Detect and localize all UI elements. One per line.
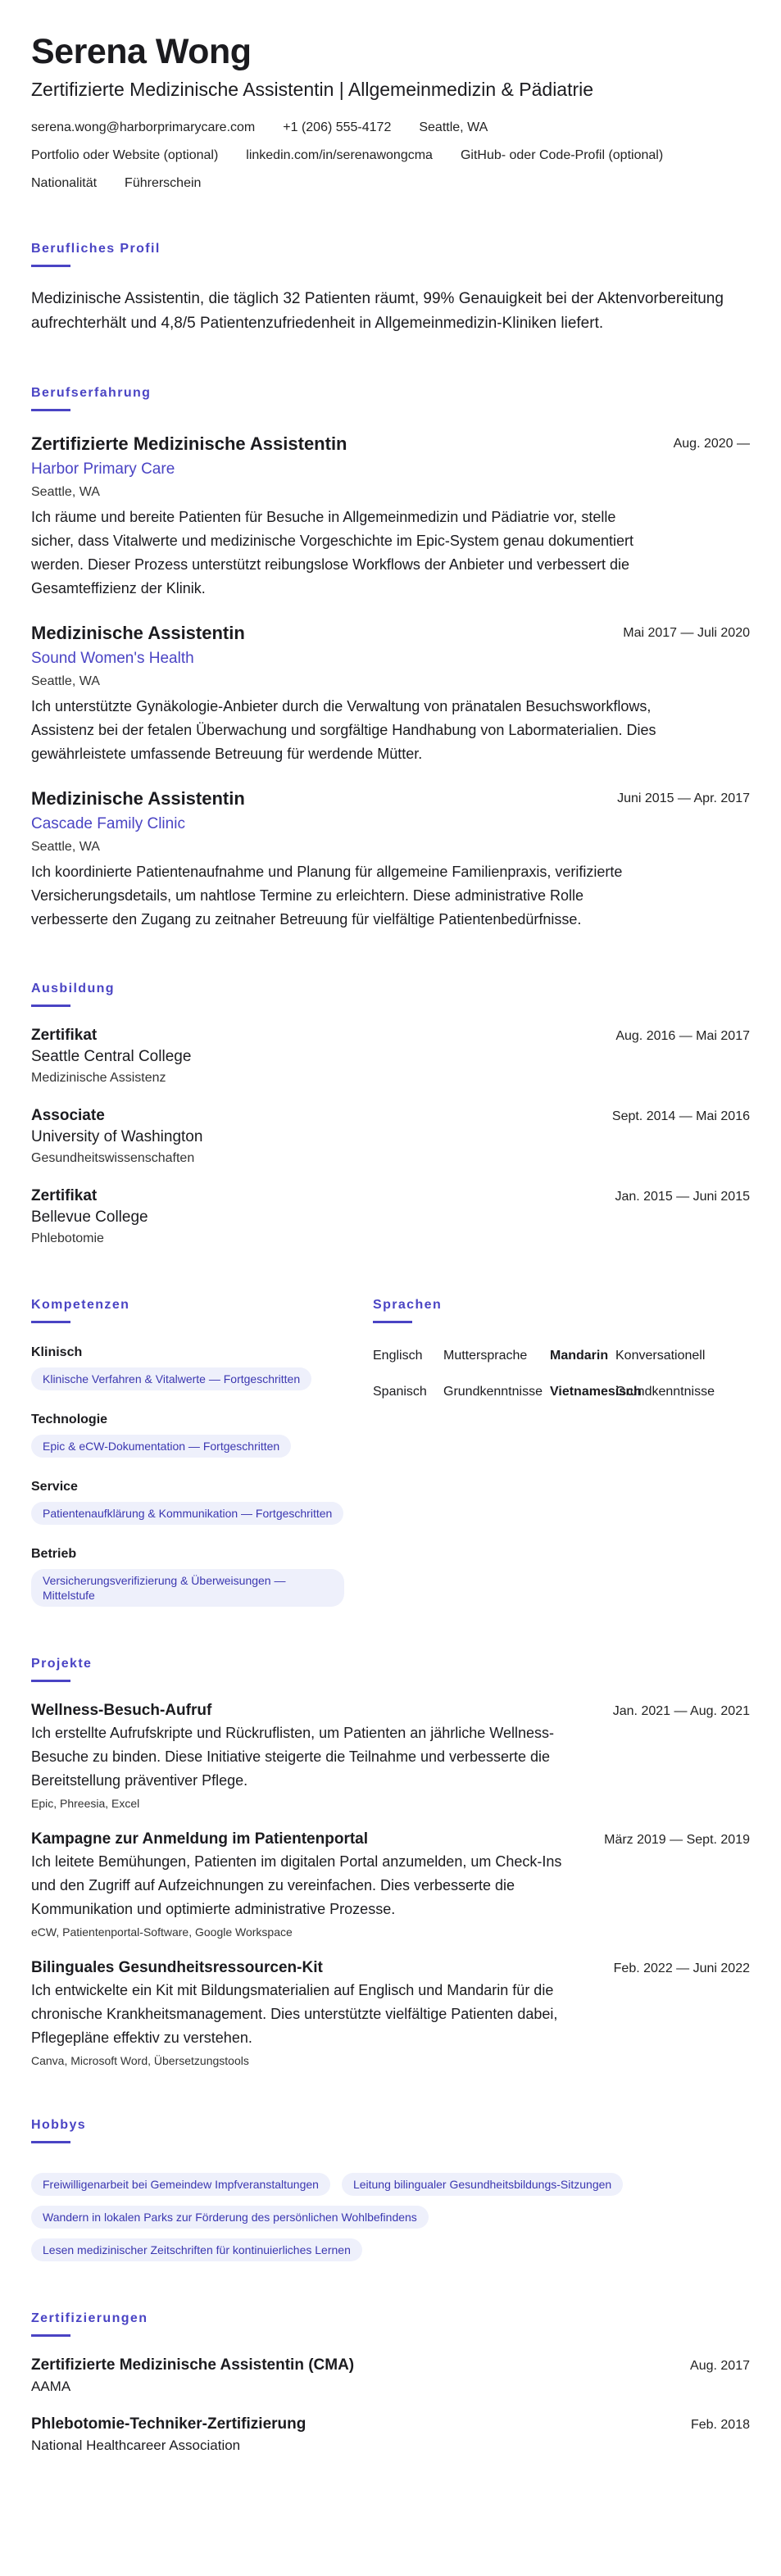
section-title: Kompetenzen <box>31 1298 130 1312</box>
project-entry <box>31 1957 750 2068</box>
job-location: Seattle, WA <box>31 674 100 688</box>
personal-details-row <box>31 175 750 192</box>
project-tech: Canva, Microsoft Word, Übersetzungstools <box>31 2054 249 2067</box>
certification-title: Phlebotomie-Techniker-Zertifizierung <box>31 2415 306 2433</box>
project-date: Feb. 2022 — Juni 2022 <box>613 1961 750 1975</box>
language-level: Grundkenntnisse <box>443 1385 543 1399</box>
hobby-pill: Wandern in lokalen Parks zur Förderung des persönlichen Wohlbefindens <box>31 2206 429 2229</box>
candidate-name: Serena Wong <box>31 32 252 71</box>
contact-row <box>31 120 750 136</box>
hobby-pill: Lesen medizinischer Zeitschriften für kontinuierliches Lernen <box>31 2238 362 2261</box>
job-company: Harbor Primary Care <box>31 460 175 478</box>
certification-entry <box>31 2414 750 2455</box>
education-entry <box>31 1105 750 1168</box>
section-divider <box>31 2334 70 2337</box>
education-date: Aug. 2016 — Mai 2017 <box>615 1029 750 1043</box>
job-date: Juni 2015 — Apr. 2017 <box>617 791 750 805</box>
project-entry <box>31 1700 750 1811</box>
languages-section <box>373 1297 750 1607</box>
language-name: Spanisch <box>373 1385 427 1399</box>
language-level: Grundkenntnisse <box>615 1385 715 1399</box>
job-description: Ich räume und bereite Patienten für Besuche in Allgemeinmedizin und Pädiatrie vor, stelle sicher, dass Vitalwerte und medizinische Vorgeschichte im Epic-System genau dokumentiert werden. Dieser Prozess unterstützt reibungslose Workflows der Anbieter und verbessert die Gesamteffizienz der Klinik. <box>31 509 634 596</box>
skill-category: Service <box>31 1480 78 1494</box>
education-date: Jan. 2015 — Juni 2015 <box>615 1190 750 1204</box>
profile-section <box>31 241 750 336</box>
skill-category: Technologie <box>31 1413 108 1426</box>
job-entry <box>31 622 750 766</box>
language-level: Konversationell <box>615 1349 706 1363</box>
certification-issuer: AAMA <box>31 2379 71 2394</box>
projects-section <box>31 1656 750 2068</box>
project-tech: eCW, Patientenportal-Software, Google Workspace <box>31 1925 293 1939</box>
job-location: Seattle, WA <box>31 840 100 854</box>
skill-group <box>31 1479 344 1525</box>
skill-pill: Klinische Verfahren & Vitalwerte — Fortgeschritten <box>31 1367 311 1390</box>
hobby-pill: Freiwilligenarbeit bei Gemeindew Impfveranstaltungen <box>31 2173 330 2196</box>
education-degree: Associate <box>31 1107 105 1124</box>
skill-group <box>31 1412 344 1458</box>
section-title: Sprachen <box>373 1298 443 1312</box>
portfolio-link[interactable]: Portfolio oder Website (optional) <box>31 148 219 162</box>
section-divider <box>31 1005 70 1007</box>
section-divider <box>373 1321 412 1323</box>
education-degree: Zertifikat <box>31 1027 98 1044</box>
education-field: Medizinische Assistenz <box>31 1071 166 1085</box>
project-tech: Epic, Phreesia, Excel <box>31 1797 140 1810</box>
github-link[interactable]: GitHub- oder Code-Profil (optional) <box>460 148 664 162</box>
certification-date: Feb. 2018 <box>690 2418 750 2432</box>
certifications-section <box>31 2311 750 2455</box>
education-section <box>31 981 750 1248</box>
education-date: Sept. 2014 — Mai 2016 <box>611 1109 750 1123</box>
education-school: University of Washington <box>31 1128 203 1145</box>
skill-group <box>31 1345 344 1390</box>
section-title: Zertifizierungen <box>31 2311 148 2325</box>
languages-list <box>373 1348 750 1400</box>
section-title: Berufserfahrung <box>31 386 152 400</box>
linkedin-link[interactable]: linkedin.com/in/serenawongcma <box>246 148 433 162</box>
hobbies-list <box>31 2163 736 2261</box>
experience-section <box>31 385 750 932</box>
phone-number[interactable]: +1 (206) 555-4172 <box>283 120 392 134</box>
project-entry <box>31 1829 750 1939</box>
section-divider <box>31 1680 70 1682</box>
skill-pill: Epic & eCW-Dokumentation — Fortgeschritten <box>31 1435 291 1458</box>
project-date: März 2019 — Sept. 2019 <box>604 1833 750 1847</box>
certification-date: Aug. 2017 <box>690 2359 750 2373</box>
profile-summary: Medizinische Assistentin, die täglich 32 Patienten räumt, 99% Genauigkeit bei der Aktenvorbereitung aufrechterhält und 4,8/5 Patientenzufriedenheit in Allgemeinmedizin-Kliniken liefert. <box>31 290 724 332</box>
job-description: Ich koordinierte Patientenaufnahme und Planung für allgemeine Familienpraxis, verifizierte Versicherungsdetails, um nahtlose Termine zu erleichtern. Diese administrative Rolle verbesserte den Zugang zu zeitnaher Betreuung für vielfältige Patientenbedürfnisse. <box>31 864 623 927</box>
job-date: Mai 2017 — Juli 2020 <box>623 626 750 640</box>
certification-issuer: National Healthcareer Association <box>31 2438 241 2453</box>
project-title: Wellness-Besuch-Aufruf <box>31 1702 212 1719</box>
project-description: Ich entwickelte ein Kit mit Bildungsmaterialien auf Englisch und Mandarin für die chronische Krankheitsmanagement. Dies unterstützte vielfältige Patienten dabei, Pflegepläne effektiv zu verstehen. <box>31 1982 558 2046</box>
certification-title: Zertifizierte Medizinische Assistentin (CMA) <box>31 2356 355 2374</box>
skill-category: Betrieb <box>31 1547 77 1561</box>
certification-entry <box>31 2355 750 2396</box>
language-name: Englisch <box>373 1349 423 1363</box>
location-text: Seattle, WA <box>419 120 488 134</box>
education-school: Seattle Central College <box>31 1048 192 1065</box>
education-entry <box>31 1025 750 1087</box>
job-entry <box>31 433 750 601</box>
project-description: Ich leitete Bemühungen, Patienten im digitalen Portal anzumelden, um Check-Ins und den Zugriff auf Aufzeichnungen zu vereinfachen. Dies verbesserte die Kommunikation und optimierte administrative Prozesse. <box>31 1853 562 1917</box>
job-title: Zertifizierte Medizinische Assistentin <box>31 433 347 454</box>
job-date: Aug. 2020 — <box>673 437 750 451</box>
section-divider <box>31 2141 70 2143</box>
skill-pill: Versicherungsverifizierung & Überweisungen — Mittelstufe <box>31 1569 344 1607</box>
language-level: Muttersprache <box>443 1349 528 1363</box>
section-divider <box>31 1321 70 1323</box>
project-title: Kampagne zur Anmeldung im Patientenportal <box>31 1830 369 1848</box>
skills-languages-row <box>31 1297 750 1607</box>
skills-section <box>31 1297 344 1607</box>
links-row <box>31 147 750 164</box>
section-divider <box>31 265 70 267</box>
job-title: Medizinische Assistentin <box>31 623 245 643</box>
skill-pill: Patientenaufklärung & Kommunikation — Fortgeschritten <box>31 1502 343 1525</box>
section-title: Berufliches Profil <box>31 242 161 256</box>
job-entry <box>31 787 750 932</box>
job-company: Sound Women's Health <box>31 650 194 667</box>
drivers-license-text: Führerschein <box>125 176 202 190</box>
section-title: Hobbys <box>31 2118 87 2132</box>
nationality-text: Nationalität <box>31 176 98 190</box>
education-school: Bellevue College <box>31 1209 148 1226</box>
skill-group <box>31 1546 344 1607</box>
candidate-headline: Zertifizierte Medizinische Assistentin | Allgemeinmedizin & Pädiatrie <box>31 79 594 100</box>
education-field: Gesundheitswissenschaften <box>31 1151 195 1165</box>
section-title: Ausbildung <box>31 982 115 995</box>
education-entry <box>31 1186 750 1248</box>
email-link[interactable]: serena.wong@harborprimarycare.com <box>31 120 256 134</box>
hobbies-section <box>31 2117 750 2261</box>
job-location: Seattle, WA <box>31 485 100 499</box>
education-field: Phlebotomie <box>31 1231 104 1245</box>
job-title: Medizinische Assistentin <box>31 788 245 809</box>
skill-category: Klinisch <box>31 1345 83 1359</box>
hobby-pill: Leitung bilingualer Gesundheitsbildungs-Sitzungen <box>342 2173 623 2196</box>
job-description: Ich unterstützte Gynäkologie-Anbieter durch die Verwaltung von pränatalen Besuchsworkflows, Assistenz bei der fetalen Überwachung und sorgfältige Handhabung von Labormaterialien. Dies gewährleistete umfassende Betreuung für werdende Mütter. <box>31 698 656 762</box>
education-degree: Zertifikat <box>31 1187 98 1204</box>
section-title: Projekte <box>31 1657 93 1671</box>
language-name: Vietnamesisch <box>550 1385 642 1399</box>
section-divider <box>31 409 70 411</box>
project-title: Bilinguales Gesundheitsressourcen-Kit <box>31 1959 323 1976</box>
language-name: Mandarin <box>550 1349 609 1363</box>
job-company: Cascade Family Clinic <box>31 815 185 832</box>
project-description: Ich erstellte Aufrufskripte und Rückruflisten, um Patienten an jährliche Wellness-Besuche zu binden. Diese Initiative steigerte die Teilnahme und verbesserte die Bereitstellung präventiver Pflege. <box>31 1725 554 1789</box>
project-date: Jan. 2021 — Aug. 2021 <box>612 1704 750 1718</box>
